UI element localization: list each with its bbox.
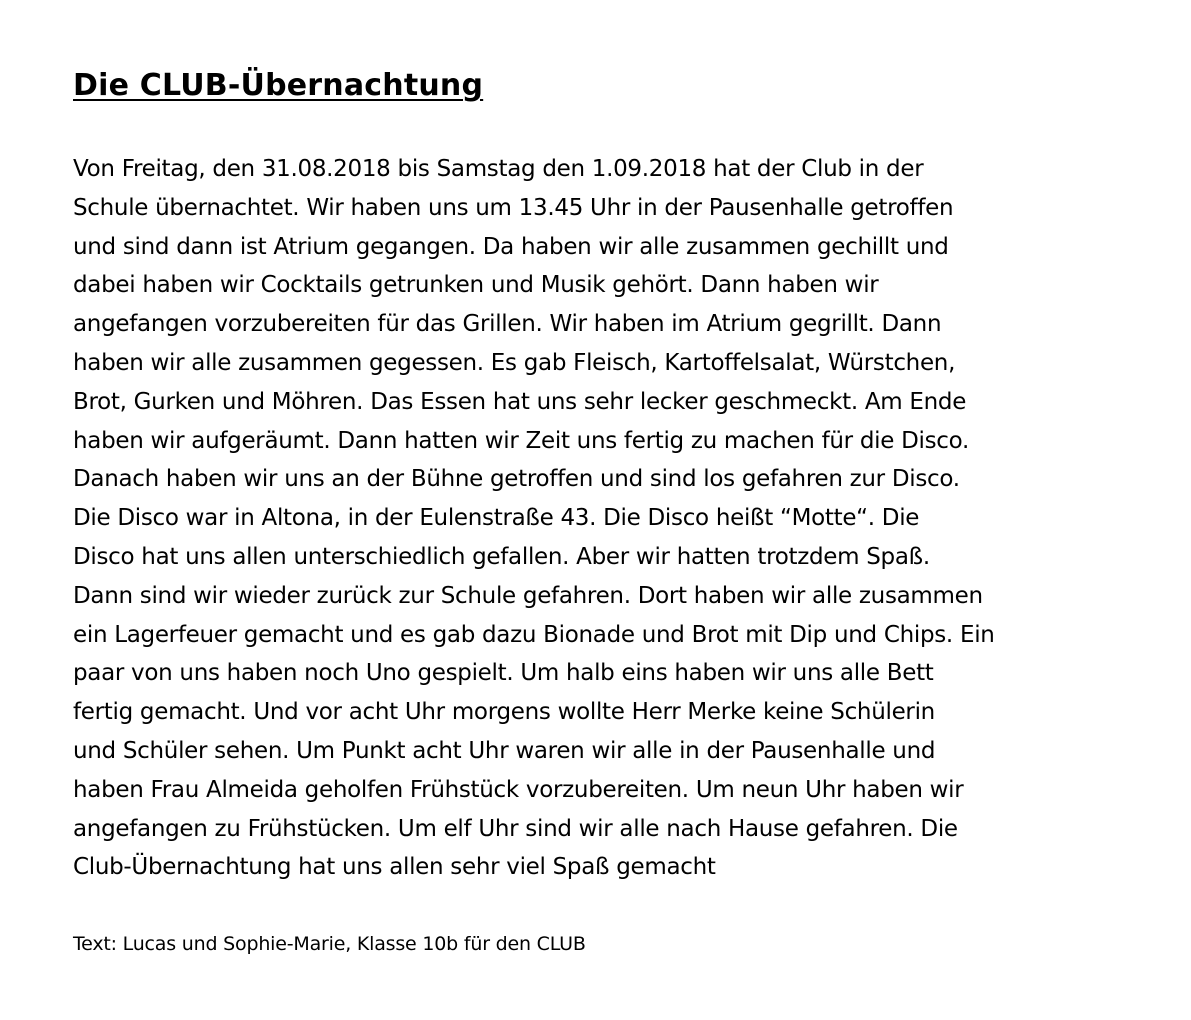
body-line: Dann sind wir wieder zurück zur Schule gefahren. Dort haben wir alle zusammen xyxy=(73,582,983,609)
body-line: angefangen zu Frühstücken. Um elf Uhr sind wir alle nach Hause gefahren. Die xyxy=(73,815,958,842)
body-line: Von Freitag, den 31.08.2018 bis Samstag den 1.09.2018 hat der Club in der xyxy=(73,156,924,182)
body-line: Disco hat uns allen unterschiedlich gefallen. Aber wir hatten trotzdem Spaß. xyxy=(73,543,930,570)
body-line: Danach haben wir uns an der Bühne getroffen und sind los gefahren zur Disco. xyxy=(73,466,960,493)
body-line: Die Disco war in Altona, in der Eulenstraße 43. Die Disco heißt “Motte“. Die xyxy=(73,505,920,532)
author-credit: Text: Lucas und Sophie-Marie, Klasse 10b für den CLUB xyxy=(73,933,586,955)
body-line: haben wir aufgeräumt. Dann hatten wir Zeit uns fertig zu machen für die Disco. xyxy=(73,427,969,454)
body-line: Schule übernachtet. Wir haben uns um 13.45 Uhr in der Pausenhalle getroffen xyxy=(73,194,954,221)
body-text xyxy=(73,150,1133,887)
body-line: dabei haben wir Cocktails getrunken und Musik gehört. Dann haben wir xyxy=(73,272,879,299)
body-line: fertig gemacht. Und vor acht Uhr morgens wollte Herr Merke keine Schülerin xyxy=(73,699,935,726)
body-line: Club-Übernachtung hat uns allen sehr viel Spaß gemacht xyxy=(73,854,716,881)
body-line: und sind dann ist Atrium gegangen. Da haben wir alle zusammen gechillt und xyxy=(73,233,949,260)
body-line: und Schüler sehen. Um Punkt acht Uhr waren wir alle in der Pausenhalle und xyxy=(73,737,936,764)
body-line: angefangen vorzubereiten für das Grillen. Wir haben im Atrium gegrillt. Dann xyxy=(73,311,942,338)
body-line: ein Lagerfeuer gemacht und es gab dazu Bionade und Brot mit Dip und Chips. Ein xyxy=(73,621,995,648)
body-line: Brot, Gurken und Möhren. Das Essen hat uns sehr lecker geschmeckt. Am Ende xyxy=(73,388,967,415)
body-line: haben wir alle zusammen gegessen. Es gab Fleisch, Kartoffelsalat, Würstchen, xyxy=(73,349,956,376)
body-line: haben Frau Almeida geholfen Frühstück vorzubereiten. Um neun Uhr haben wir xyxy=(73,776,964,803)
body-line: paar von uns haben noch Uno gespielt. Um halb eins haben wir uns alle Bett xyxy=(73,660,934,687)
document-title: Die CLUB-Übernachtung xyxy=(73,68,484,103)
